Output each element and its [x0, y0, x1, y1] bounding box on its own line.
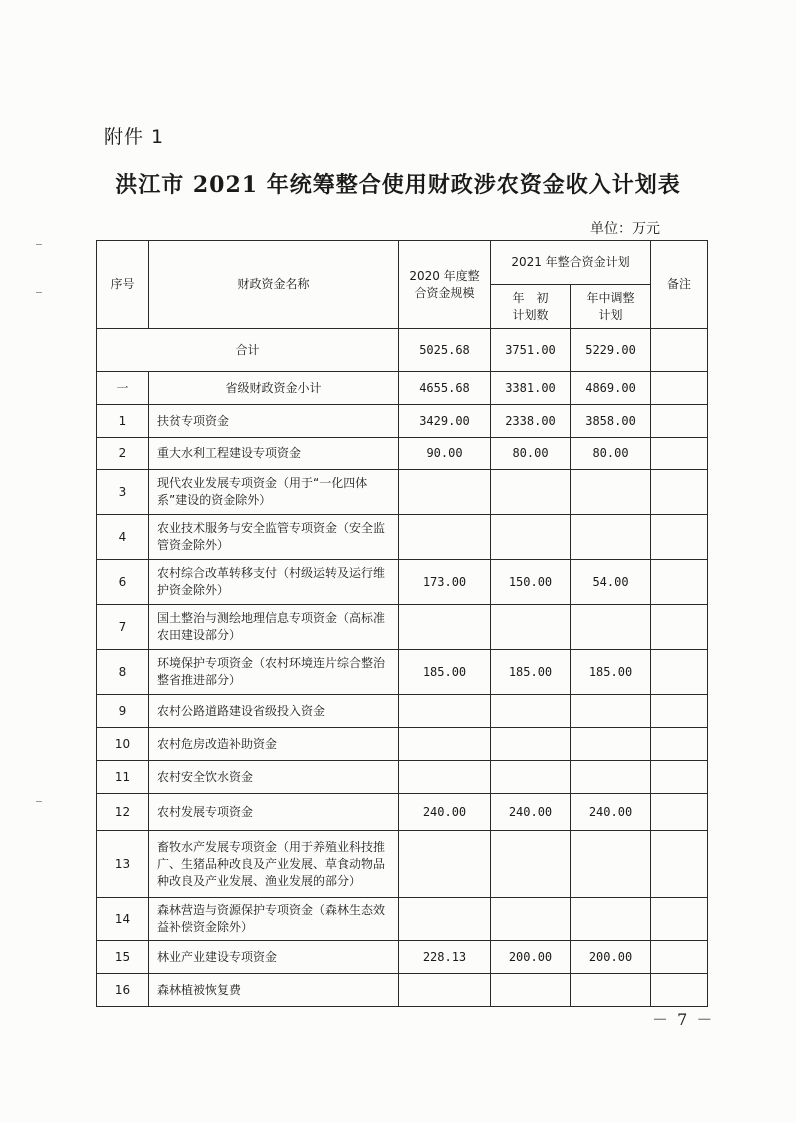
row-2020-scale	[399, 605, 491, 650]
page-number: － 7 －	[652, 1010, 715, 1029]
row-initial: 240.00	[491, 794, 571, 831]
header-2021-plan: 2021 年整合资金计划	[491, 241, 651, 285]
row-initial: 2338.00	[491, 405, 571, 438]
row-remark	[651, 941, 708, 974]
row-fund-name: 农业技术服务与安全监管专项资金（安全监管资金除外）	[149, 515, 399, 560]
row-seq: 15	[97, 941, 149, 974]
row-remark	[651, 794, 708, 831]
row-initial	[491, 831, 571, 898]
table-row	[97, 695, 708, 728]
table-row	[97, 728, 708, 761]
row-seq: 8	[97, 650, 149, 695]
row-fund-name: 农村公路道路建设省级投入资金	[149, 695, 399, 728]
row-2020-scale	[399, 898, 491, 941]
row-seq: 7	[97, 605, 149, 650]
table-row	[97, 898, 708, 941]
row-adjusted	[571, 898, 651, 941]
row-adjusted	[571, 605, 651, 650]
row-adjusted	[571, 728, 651, 761]
subtotal-remark	[651, 372, 708, 405]
row-2020-scale	[399, 761, 491, 794]
row-2020-scale	[399, 831, 491, 898]
row-initial	[491, 761, 571, 794]
row-initial	[491, 728, 571, 761]
header-2020-scale-line1: 2020 年度整	[409, 268, 480, 283]
subtotal-row	[97, 372, 708, 405]
row-adjusted: 80.00	[571, 438, 651, 470]
row-initial	[491, 974, 571, 1007]
header-seq: 序号	[97, 241, 149, 329]
income-plan-table	[96, 240, 708, 1007]
total-2020-scale: 5025.68	[399, 329, 491, 372]
row-initial: 185.00	[491, 650, 571, 695]
row-remark	[651, 761, 708, 794]
row-initial: 150.00	[491, 560, 571, 605]
unit-label: 单位：万元	[590, 221, 660, 237]
header-2020-scale	[399, 241, 491, 329]
header-adjusted-line1: 年中调整	[586, 290, 635, 305]
row-remark	[651, 470, 708, 515]
margin-mark	[36, 244, 42, 245]
row-fund-name: 森林营造与资源保护专项资金（森林生态效益补偿资金除外）	[149, 898, 399, 941]
row-fund-name: 农村综合改革转移支付（村级运转及运行维护资金除外）	[149, 560, 399, 605]
row-seq: 9	[97, 695, 149, 728]
table-row	[97, 974, 708, 1007]
row-fund-name: 国土整治与测绘地理信息专项资金（高标准农田建设部分）	[149, 605, 399, 650]
row-adjusted: 200.00	[571, 941, 651, 974]
row-remark	[651, 515, 708, 560]
row-initial: 80.00	[491, 438, 571, 470]
header-initial-line2: 计划数	[512, 307, 549, 322]
header-initial-plan	[491, 285, 571, 329]
row-initial	[491, 605, 571, 650]
row-seq: 4	[97, 515, 149, 560]
table-row	[97, 405, 708, 438]
table-row	[97, 560, 708, 605]
row-seq: 10	[97, 728, 149, 761]
row-fund-name: 森林植被恢复费	[149, 974, 399, 1007]
row-2020-scale	[399, 695, 491, 728]
row-adjusted	[571, 695, 651, 728]
row-adjusted	[571, 470, 651, 515]
total-remark	[651, 329, 708, 372]
margin-mark	[36, 292, 42, 293]
row-remark	[651, 974, 708, 1007]
row-initial: 200.00	[491, 941, 571, 974]
header-adjusted-plan	[571, 285, 651, 329]
row-2020-scale	[399, 974, 491, 1007]
row-initial	[491, 515, 571, 560]
subtotal-2020-scale: 4655.68	[399, 372, 491, 405]
row-seq: 12	[97, 794, 149, 831]
row-2020-scale	[399, 470, 491, 515]
row-seq: 2	[97, 438, 149, 470]
row-initial	[491, 898, 571, 941]
header-fund-name: 财政资金名称	[149, 241, 399, 329]
header-initial-line1: 年 初	[512, 290, 549, 305]
row-remark	[651, 650, 708, 695]
row-remark	[651, 695, 708, 728]
row-adjusted: 54.00	[571, 560, 651, 605]
total-adjusted: 5229.00	[571, 329, 651, 372]
table-row	[97, 761, 708, 794]
margin-mark	[36, 801, 42, 802]
row-fund-name: 现代农业发展专项资金（用于“一化四体系”建设的资金除外）	[149, 470, 399, 515]
table-row	[97, 831, 708, 898]
table-row	[97, 470, 708, 515]
header-2020-scale-line2: 合资金规模	[414, 285, 475, 300]
header-remark: 备注	[651, 241, 708, 329]
row-seq: 11	[97, 761, 149, 794]
subtotal-initial: 3381.00	[491, 372, 571, 405]
total-initial: 3751.00	[491, 329, 571, 372]
row-remark	[651, 898, 708, 941]
row-fund-name: 扶贫专项资金	[149, 405, 399, 438]
table-row	[97, 605, 708, 650]
row-remark	[651, 405, 708, 438]
row-adjusted: 185.00	[571, 650, 651, 695]
row-remark	[651, 831, 708, 898]
row-adjusted	[571, 974, 651, 1007]
header-adjusted-line2: 计划	[598, 307, 623, 322]
row-2020-scale: 173.00	[399, 560, 491, 605]
row-fund-name: 农村危房改造补助资金	[149, 728, 399, 761]
total-label: 合计	[97, 329, 399, 372]
subtotal-label: 省级财政资金小计	[149, 372, 399, 405]
row-seq: 1	[97, 405, 149, 438]
row-2020-scale	[399, 728, 491, 761]
table-row	[97, 941, 708, 974]
row-fund-name: 重大水利工程建设专项资金	[149, 438, 399, 470]
row-seq: 16	[97, 974, 149, 1007]
row-remark	[651, 560, 708, 605]
row-seq: 3	[97, 470, 149, 515]
row-2020-scale: 240.00	[399, 794, 491, 831]
attachment-label: 附件 1	[104, 126, 165, 148]
row-seq: 13	[97, 831, 149, 898]
row-adjusted: 240.00	[571, 794, 651, 831]
table-row	[97, 794, 708, 831]
row-initial	[491, 695, 571, 728]
row-fund-name: 林业产业建设专项资金	[149, 941, 399, 974]
row-adjusted	[571, 515, 651, 560]
row-adjusted: 3858.00	[571, 405, 651, 438]
table-row	[97, 515, 708, 560]
row-2020-scale	[399, 515, 491, 560]
row-adjusted	[571, 831, 651, 898]
row-2020-scale: 185.00	[399, 650, 491, 695]
row-2020-scale: 3429.00	[399, 405, 491, 438]
page-title: 洪江市 2021 年统筹整合使用财政涉农资金收入计划表	[115, 172, 681, 198]
row-seq: 6	[97, 560, 149, 605]
row-seq: 14	[97, 898, 149, 941]
subtotal-adjusted: 4869.00	[571, 372, 651, 405]
row-remark	[651, 438, 708, 470]
subtotal-seq: 一	[97, 372, 149, 405]
row-fund-name: 农村发展专项资金	[149, 794, 399, 831]
row-2020-scale: 228.13	[399, 941, 491, 974]
row-remark	[651, 728, 708, 761]
table-row	[97, 438, 708, 470]
row-remark	[651, 605, 708, 650]
total-row	[97, 329, 708, 372]
row-adjusted	[571, 761, 651, 794]
row-fund-name: 畜牧水产发展专项资金（用于养殖业科技推广、生猪品种改良及产业发展、草食动物品种改良及产业发展、渔业发展的部分）	[149, 831, 399, 898]
row-fund-name: 农村安全饮水资金	[149, 761, 399, 794]
row-initial	[491, 470, 571, 515]
table-row	[97, 650, 708, 695]
row-fund-name: 环境保护专项资金（农村环境连片综合整治整省推进部分）	[149, 650, 399, 695]
row-2020-scale: 90.00	[399, 438, 491, 470]
